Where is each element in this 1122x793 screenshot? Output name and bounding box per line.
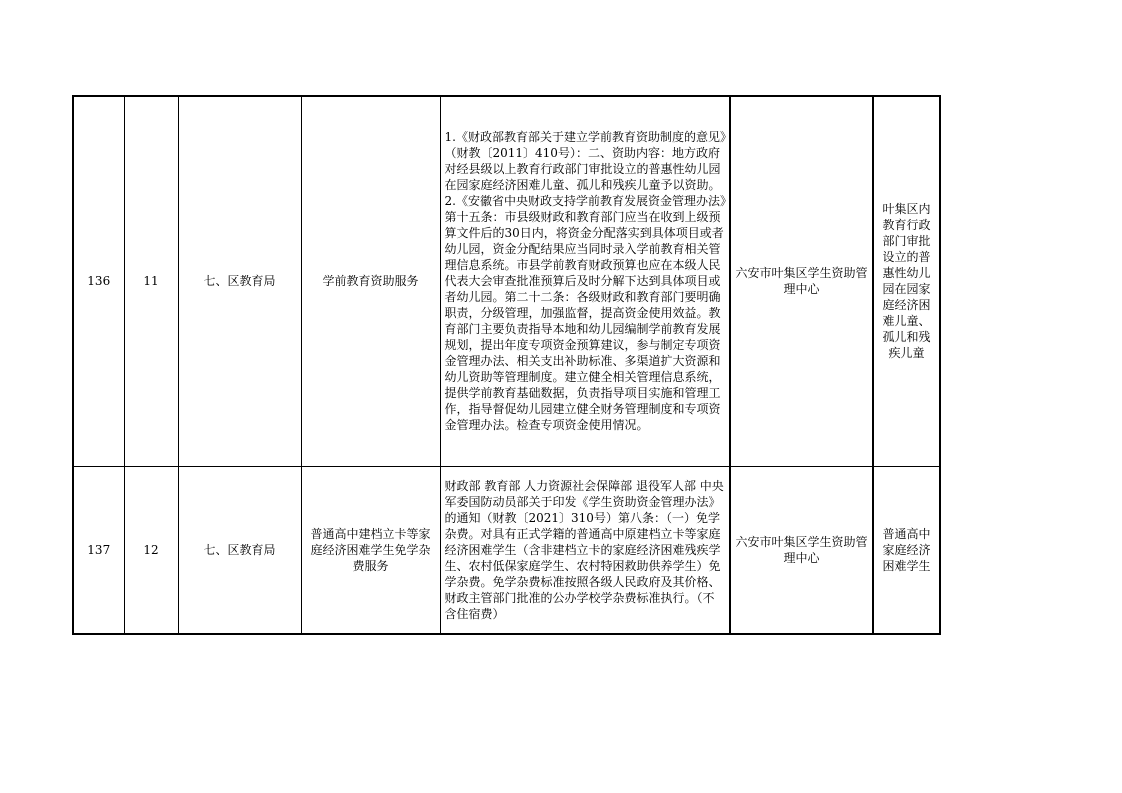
service-cell: 普通高中建档立卡等家庭经济困难学生免学杂费服务 (301, 466, 440, 634)
target-cell: 普通高中家庭经济困难学生 (873, 466, 940, 634)
basis-cell: 1.《财政部教育部关于建立学前教育资助制度的意见》（财教〔2011〕410号）：二、资助内容：地方政府对经县级以上教育行政部门审批设立的普惠性幼儿园在园家庭经济困难儿童、孤儿和残疾儿童予以资助。 2.《安徽省中央财政支持学前教育发展资金管理办法》第十五条：市县级财政和教育部门应当在收到上级预算文件后的30日内，将资金分配落实到具体项目或者幼儿园，资金分配结果应当同时录入学前教育相关管理信息系统。市县学前教育财政预算也应在本级人民代表大会审查批准预算后及时分解下达到具体项目或者幼儿园。第二十二条：各级财政和教育部门要明确职责，分级管理，加强监督，提高资金使用效益。教育部门主要负责指导本地和幼儿园编制学前教育发展规划，提出年度专项资金预算建议，参与制定专项资金管理办法、相关支出补助标准、多渠道扩大资源和幼儿资助等管理制度。建立健全相关管理信息系统，提供学前教育基础数据，负责指导项目实施和管理工作，指导督促幼儿园建立健全财务管理制度和专项资金管理办法。检查专项资金使用情况。 (440, 96, 730, 466)
seq-cell: 136 (73, 96, 124, 466)
sub-seq-cell: 11 (124, 96, 178, 466)
service-cell: 学前教育资助服务 (301, 96, 440, 466)
institution-cell: 六安市叶集区学生资助管理中心 (730, 96, 873, 466)
target-cell: 叶集区内教育行政部门审批设立的普惠性幼儿园在园家庭经济困难儿童、孤儿和残疾儿童 (873, 96, 940, 466)
service-table (72, 95, 941, 635)
sub-seq-cell: 12 (124, 466, 178, 634)
table-row (73, 96, 940, 466)
seq-cell: 137 (73, 466, 124, 634)
department-cell: 七、区教育局 (178, 96, 301, 466)
department-cell: 七、区教育局 (178, 466, 301, 634)
basis-cell: 财政部 教育部 人力资源社会保障部 退役军人部 中央军委国防动员部关于印发《学生资助资金管理办法》的通知（财教〔2021〕310号）第八条：（一）免学杂费。对具有正式学籍的普通高中原建档立卡等家庭经济困难学生（含非建档立卡的家庭经济困难残疾学生、农村低保家庭学生、农村特困救助供养学生）免学杂费。免学杂费标准按照各级人民政府及其价格、财政主管部门批准的公办学校学杂费标准执行。（不含住宿费） (440, 466, 730, 634)
institution-cell: 六安市叶集区学生资助管理中心 (730, 466, 873, 634)
table-row (73, 466, 940, 634)
